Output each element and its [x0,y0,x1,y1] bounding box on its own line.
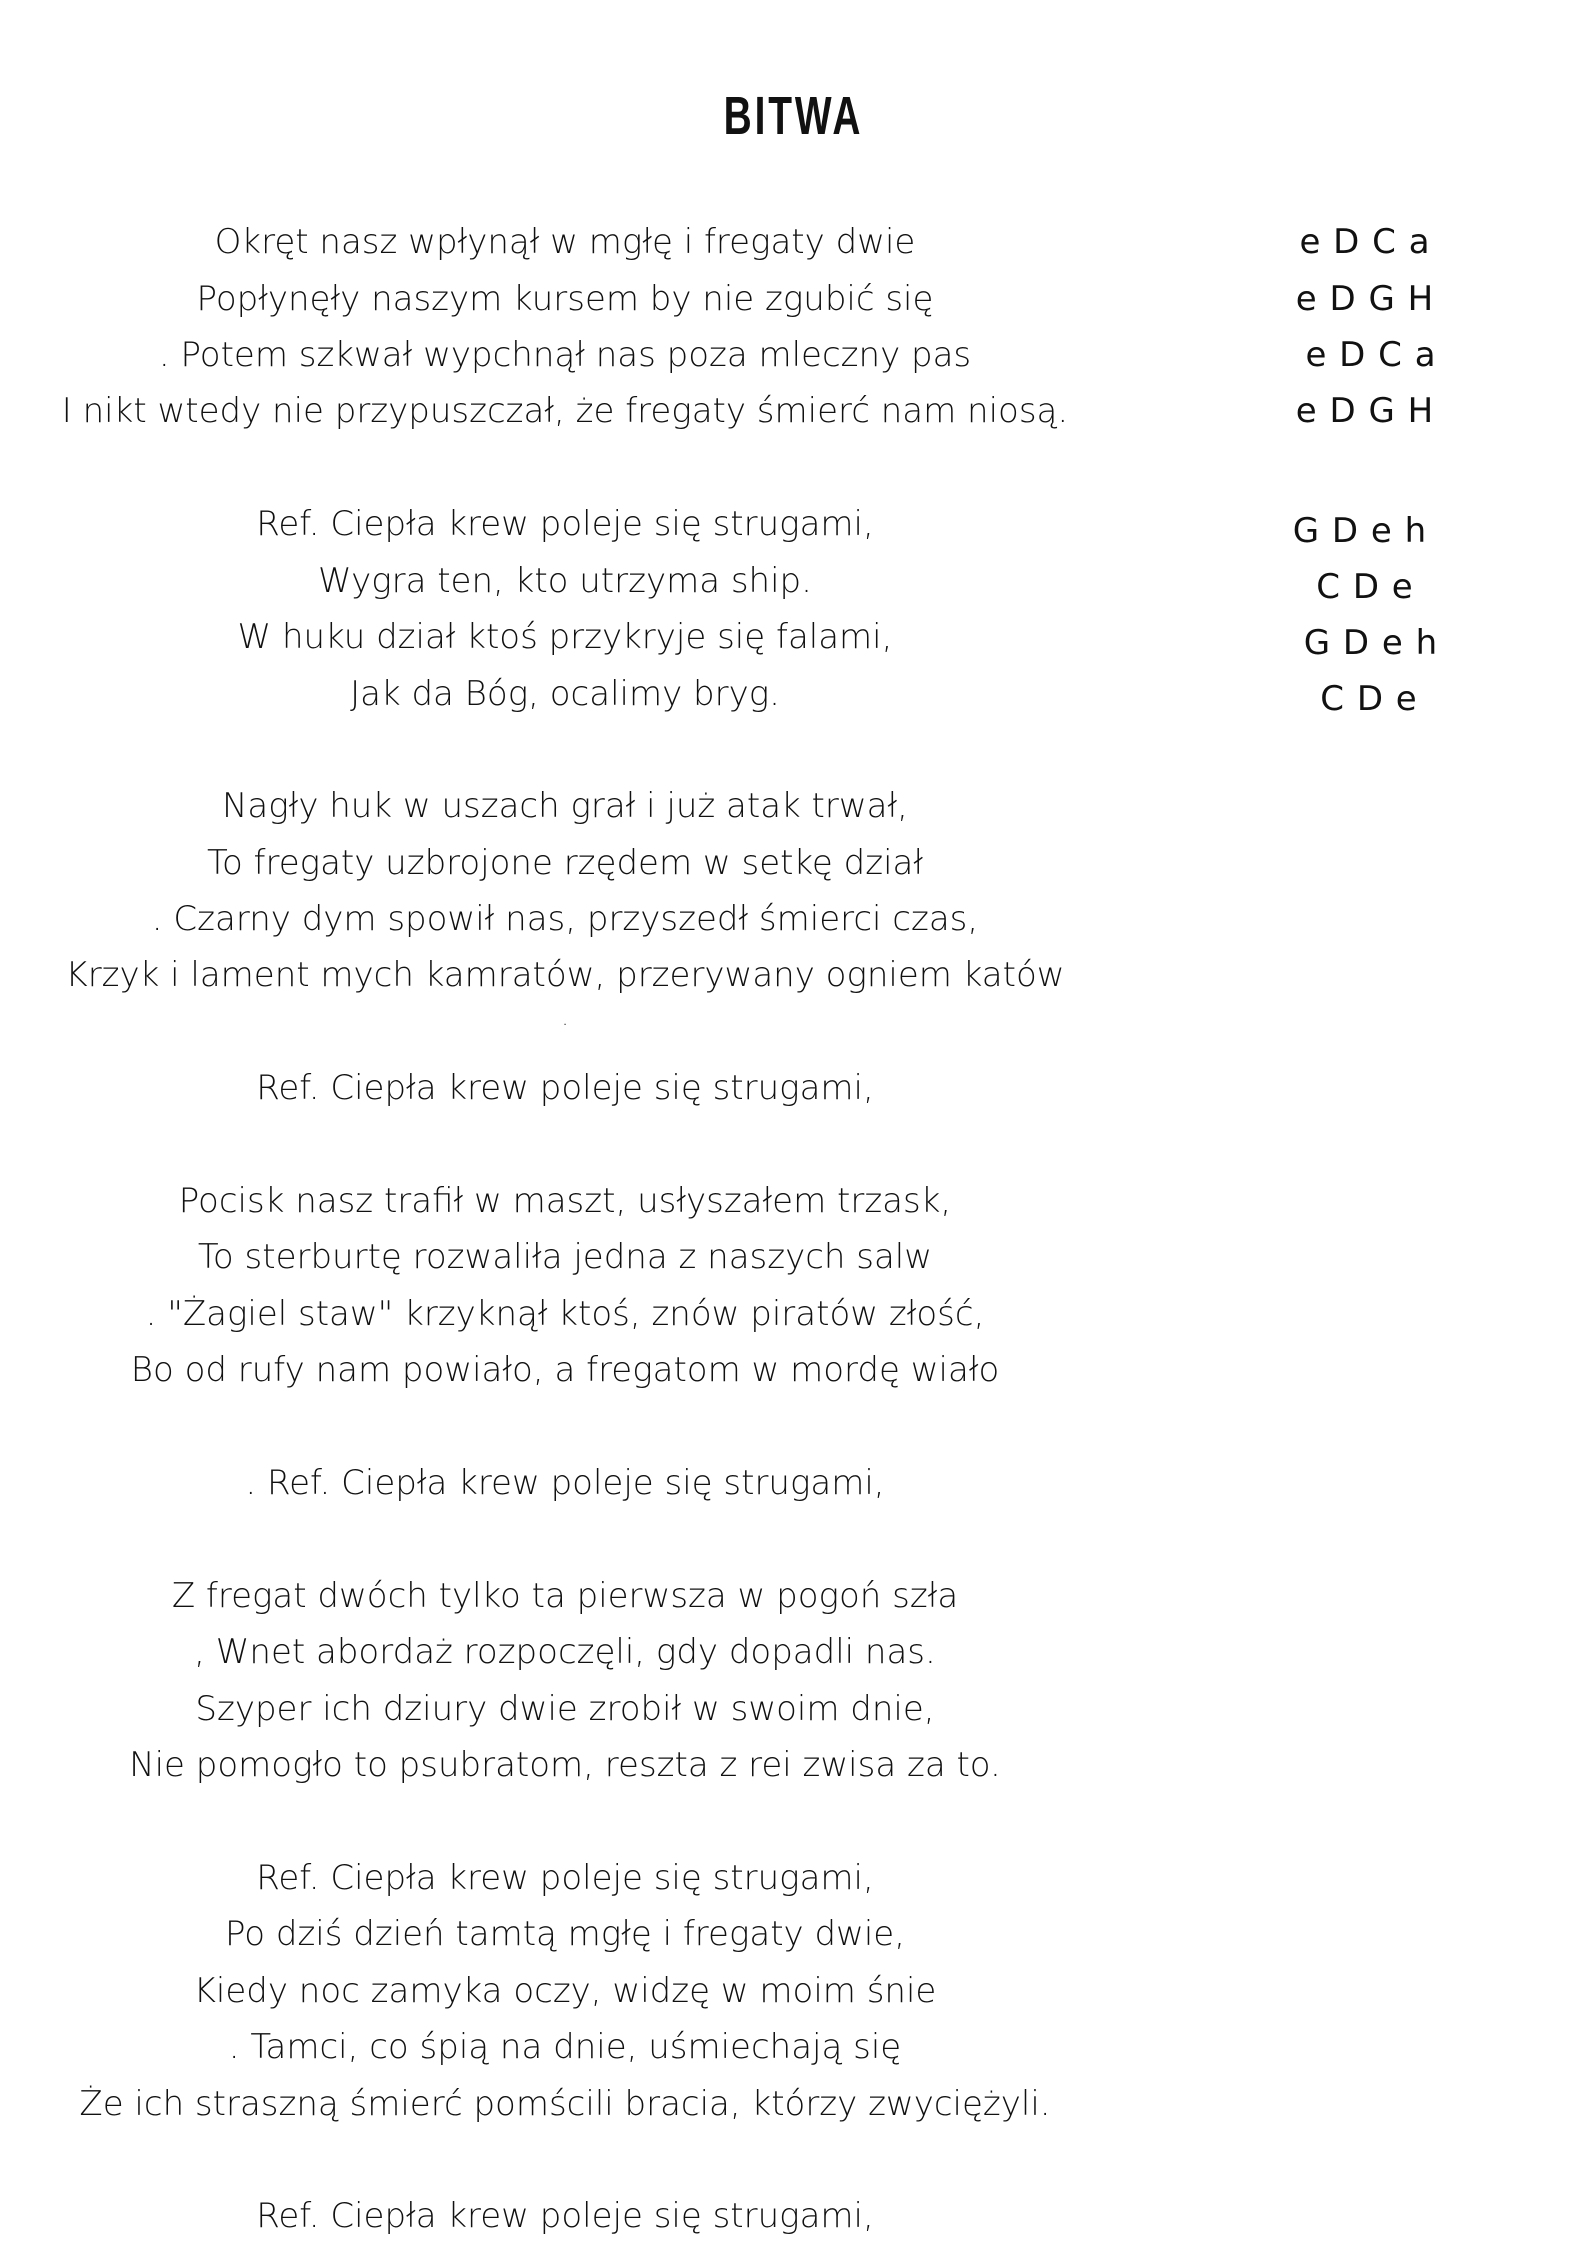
lyric-line [0,841,1130,885]
lyric-text: . "Żagiel staw" krzyknął ktoś, znów piratów złość, [145,1294,985,1334]
chord-line: e D C a [1305,335,1437,375]
lyric-line [0,1348,1130,1392]
lyric-line [0,1235,1130,1279]
lyric-line [0,220,1130,264]
lyric-text: Ref. Ciepła krew poleje się strugami, [256,2196,874,2236]
refrain-line [0,1856,1130,1900]
lyric-line [0,1912,1130,1956]
chord-line: e D C a [1299,222,1431,262]
song-title: BITWA [723,86,864,146]
refrain-line [0,1461,1130,1505]
lyric-text: . Ref. Ciepła krew poleje się strugami, [245,1463,885,1503]
chorus-line [0,672,1130,716]
lyric-text: Pocisk nasz trafił w maszt, usłyszałem trzask, [178,1181,952,1221]
lyric-text: Po dziś dzień tamtą mgłę i fregaty dwie, [224,1914,906,1954]
lyric-line [0,897,1130,941]
chord-line: G D e h [1292,511,1428,551]
lyric-text: Nie pomogło to psubratom, reszta z rei zwisa za to. [129,1745,1001,1785]
lyric-text: , Wnet abordaż rozpoczęli, gdy dopadli nas. [194,1632,936,1672]
lyric-text: Jak da Bóg, ocalimy bryg. [350,674,780,714]
lyric-text: Ref. Ciepła krew poleje się strugami, [256,1068,874,1108]
chorus-line [0,502,1130,546]
lyric-text: Ref. Ciepła krew poleje się strugami, [256,504,874,544]
lyric-text: . Czarny dym spowił nas, przyszedł śmierci czas, [151,899,979,939]
lyric-line [0,784,1130,828]
lyric-line [0,1574,1130,1618]
chorus-line [0,559,1130,603]
lyric-text: To fregaty uzbrojone rzędem w setkę dział [206,843,924,883]
chord-line: e D G H [1295,391,1435,431]
lyric-text: Okręt nasz wpłynął w mgłę i fregaty dwie [214,222,916,262]
lyric-line [0,2082,1130,2126]
lyric-text: W huku dział ktoś przykryje się falami, [237,617,893,657]
chord-line: C D e [1316,567,1414,607]
lyric-line [0,1687,1130,1731]
lyric-text: Bo od rufy nam powiało, a fregatom w mordę wiało [130,1350,1000,1390]
lyric-line [0,389,1130,433]
lyric-line [0,1969,1130,2013]
lyric-text: Nagły huk w uszach grał i już atak trwał, [222,786,908,826]
lyric-line [0,1743,1130,1787]
lyric-text: Kiedy noc zamyka oczy, widzę w moim śnie [193,1971,937,2011]
chord-line: G D e h [1303,623,1439,663]
lyric-text: Wygra ten, kto utrzyma ship. [318,561,812,601]
lyric-line [0,277,1130,321]
lyric-line [0,953,1130,997]
lyric-text: To sterburtę rozwaliła jedna z naszych salw [197,1237,933,1277]
lyric-text: . Tamci, co śpią na dnie, uśmiechają się [228,2027,902,2067]
lyric-text: Popłynęły naszym kursem by nie zgubić się [196,279,934,319]
lyric-text: Krzyk i lament mych kamratów, przerywany ogniem katów [65,955,1065,995]
lyric-text: Ref. Ciepła krew poleje się strugami, [256,1858,874,1898]
lyric-line [0,1179,1130,1223]
lyric-line [0,333,1130,377]
chord-line: C D e [1320,679,1418,719]
lyric-line [0,1292,1130,1336]
lyric-line [0,2025,1130,2069]
lyric-text: Szyper ich dziury dwie zrobił w swoim dnie, [195,1689,935,1729]
lyric-line [0,996,1130,1040]
lyric-text: Że ich straszną śmierć pomścili bracia, którzy zwyciężyli. [79,2084,1051,2124]
refrain-line [0,2194,1130,2238]
refrain-line [0,1066,1130,1110]
lyric-text: . [561,1006,569,1030]
lyric-text: I nikt wtedy nie przypuszczał, że fregaty śmierć nam niosą. [61,391,1069,431]
chorus-line [0,615,1130,659]
lyric-text: Z fregat dwóch tylko ta pierwsza w pogoń szła [171,1576,959,1616]
lyric-line [0,1630,1130,1674]
chord-line: e D G H [1295,279,1435,319]
lyric-text: . Potem szkwał wypchnął nas poza mleczny pas [158,335,972,375]
